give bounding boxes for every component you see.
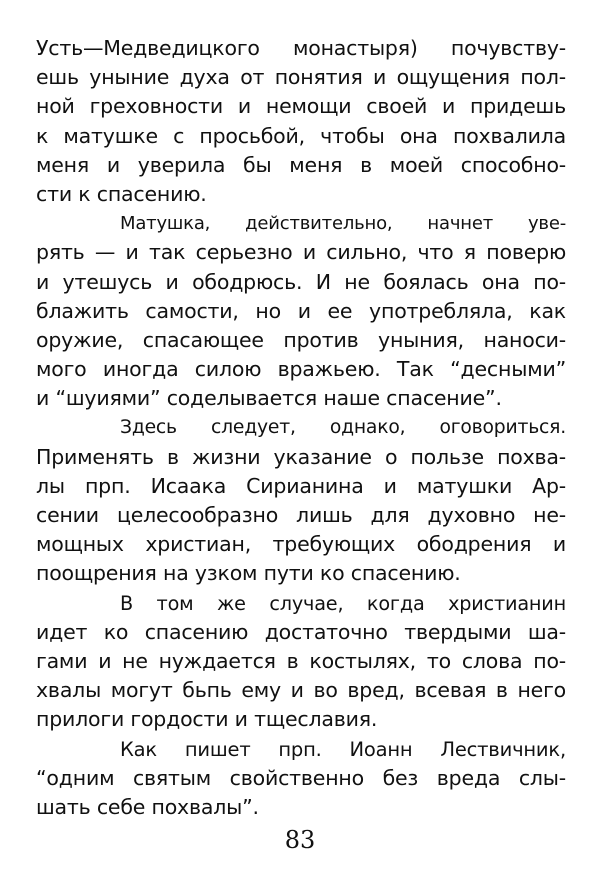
text-line: Здесь следует, однако, оговориться. (120, 417, 566, 439)
text-line: мого иногда силою вражьею. Так “десными” (36, 357, 566, 382)
text-line: Матушка, действительно, начнет уве- (120, 213, 566, 235)
text-line: В том же случае, когда христианин (120, 591, 566, 615)
text-line: поощрения на узком пути ко спасению. (36, 561, 461, 586)
text-line: сении целесообразно лишь для духовно не- (36, 503, 566, 527)
text-line: идет ко спасению достаточно твердыми ша- (36, 619, 566, 644)
text-line: и “шуиями” соделывается наше спасение”. (36, 386, 502, 411)
text-line: Усть—Медведицкого монастыря) почувству- (36, 36, 566, 60)
paragraph (36, 589, 566, 735)
text-line: “одним святым свойственно без вреда слы- (36, 765, 566, 790)
text-line: сти к спасению. (36, 181, 207, 206)
text-line: оружие, спасающее против уныния, наноси- (36, 327, 566, 352)
text-line: мощных христиан, требующих ободрения и (36, 532, 566, 557)
text-line: меня и уверила бы меня в моей способно- (36, 152, 566, 177)
text-line: гами и не нуждается в костылях, то слова по- (36, 648, 566, 673)
paragraph (36, 735, 566, 823)
page-number: 83 (284, 826, 316, 854)
paragraph (36, 34, 566, 209)
text-line: шать себе похвалы”. (36, 794, 259, 819)
text-line: лы прп. Исаака Сирианина и матушки Ар- (36, 473, 566, 498)
text-line: Как пишет прп. Иоанн Лествичник, (120, 737, 566, 761)
text-line: блажить самости, но и ее употребляла, как (36, 298, 566, 323)
paragraph (36, 209, 566, 413)
text-line: хвалы могут бьпь ему и во вред, всевая в него (36, 678, 566, 703)
text-line: к матушке с просьбой, чтобы она похвалила (36, 123, 566, 148)
text-line: и утешусь и ободрюсь. И не боялась она по- (36, 269, 566, 294)
text-line: Применять в жизни указание о пользе похва- (36, 444, 566, 469)
body-text (36, 34, 566, 822)
paragraph (36, 413, 566, 588)
text-line: ной греховности и немощи своей и придешь (36, 94, 566, 119)
text-line: рять — и так серьезно и сильно, что я поверю (36, 240, 566, 265)
text-line: прилоги гордости и тщеславия. (36, 707, 378, 732)
text-line: ешь уныние духа от понятия и ощущения пол- (36, 65, 566, 90)
